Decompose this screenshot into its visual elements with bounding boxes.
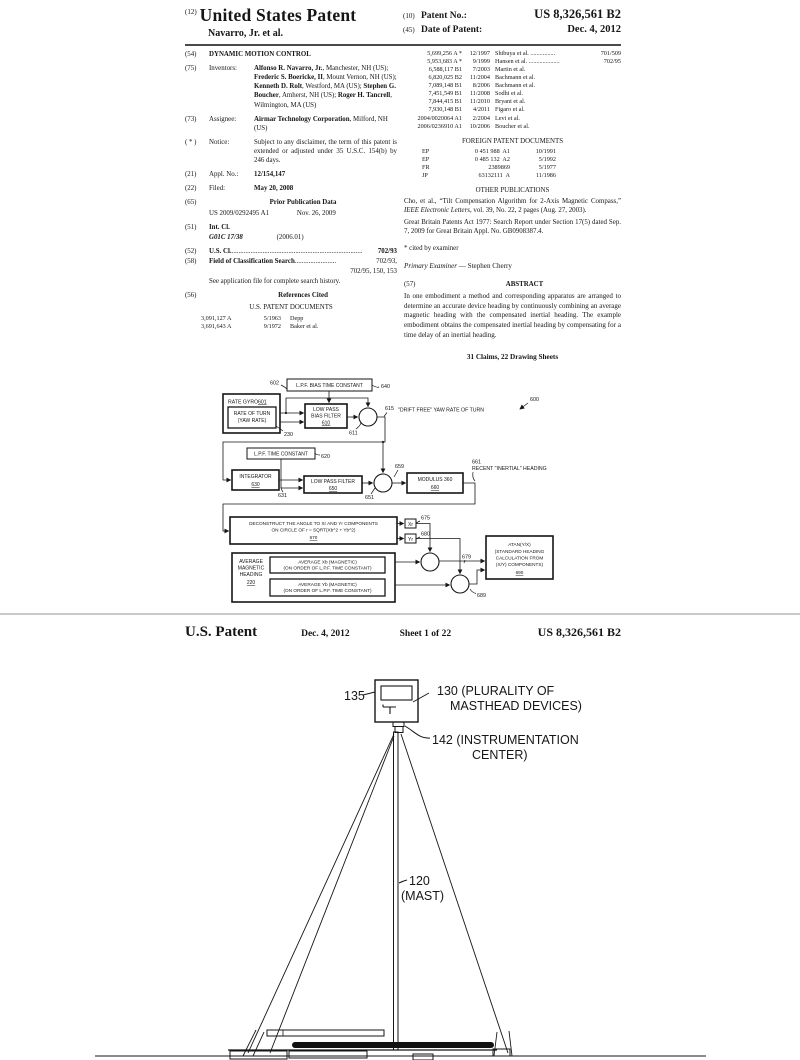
sheet-header-sheet-count: Sheet 1 of 22: [399, 629, 452, 639]
patent-no-label: Patent No.:: [421, 11, 467, 21]
table-row: [404, 74, 621, 82]
abstract-text: In one embodiment a method and corresponding apparatus are arranged to determine an accurate device heading by continuously combining an average magnetic heading with the compensated inertial heading. The example embodiment obtains the compensated inertial heading by compensating for a time delay of an inertial heading.: [404, 292, 621, 339]
callout-120-mast: (MAST): [401, 889, 445, 903]
fig6-summing-junction-1: [359, 408, 377, 426]
page-title: United States Patent: [199, 5, 357, 25]
svg-text:220: 220: [246, 580, 256, 586]
field-54-title: (54) DYNAMIC MOTION CONTROL: [185, 50, 397, 59]
table-cell: Figaro et al.: [495, 106, 525, 114]
fig6-box-low-pass-filter: [304, 476, 362, 493]
table-cell: Shibuya et al. ................: [495, 50, 556, 57]
table-row: [404, 123, 621, 131]
prior-publication-line: [185, 209, 397, 218]
svg-text:679: 679: [462, 554, 471, 561]
svg-text:L.P.F. TIME CONSTANT: L.P.F. TIME CONSTANT: [254, 451, 308, 458]
table-cell: 8/2006: [472, 82, 490, 90]
sheet-divider: [0, 613, 800, 615]
text-span: , Amherst, NH (US);: [278, 92, 338, 100]
svg-text:(YAW RATE): (YAW RATE): [237, 417, 267, 424]
svg-text:LOW PASS: LOW PASS: [313, 407, 339, 413]
table-cell: 12/1997: [469, 50, 490, 57]
text-span: , Wilmington, MA (US): [254, 92, 392, 109]
field-57-abstract: (57) ABSTRACT: [404, 281, 544, 288]
table-cell: 11/2004: [469, 74, 490, 82]
fig1-callouts: [344, 684, 582, 903]
patent-byline: Navarro, Jr. et al.: [208, 28, 283, 39]
svg-text:689: 689: [477, 593, 486, 599]
fig6-box-deconstruct-angle: [230, 517, 397, 544]
fig6-box-lpf-time-constant: [247, 448, 315, 459]
svg-text:615: 615: [385, 406, 394, 412]
svg-text:230: 230: [284, 432, 293, 438]
svg-text:690: 690: [515, 570, 524, 575]
table-row: [404, 148, 621, 156]
svg-text:660: 660: [430, 485, 440, 491]
field-22-filed: (22) Filed: May 20, 2008: [185, 184, 397, 193]
table-cell: 9/1999: [472, 58, 490, 66]
field-58-classification-search: (58) Field of Classification Search ........................ 702/93,: [185, 257, 397, 265]
table-row: [404, 58, 621, 66]
fig6-box-modulus-360: [407, 473, 463, 493]
field-51-intcl: (51) Int. Cl.: [185, 223, 230, 231]
svg-text:630: 630: [251, 482, 260, 488]
svg-text:AVERAGE Yb (MAGNETIC): AVERAGE Yb (MAGNETIC): [298, 581, 357, 587]
fig6-box-integrator: [232, 470, 279, 490]
application-number: 12/154,147: [254, 171, 286, 179]
table-cell: 10/2006: [469, 122, 490, 130]
text-span: Airmar Technology Corporation: [254, 115, 350, 123]
classification-continuation: 702/95, 150, 153: [350, 268, 397, 276]
table-cell: 11/2008: [469, 90, 490, 98]
svg-text:"DRIFT FREE" YAW RATE OF TURN: "DRIFT FREE" YAW RATE OF TURN: [398, 407, 485, 414]
table-cell: 11/2010: [469, 98, 490, 106]
callout-142-line1: 142 (INSTRUMENTATION: [432, 733, 579, 747]
svg-text:MAGNETIC: MAGNETIC: [237, 565, 265, 572]
table-cell: 10/1991: [535, 147, 556, 155]
table-cell: 2004/0020064 A1: [417, 114, 462, 122]
callout-130-line2: MASTHEAD DEVICES): [450, 699, 582, 713]
field-21-appl-no: (21) Appl. No.: 12/154,147: [185, 170, 397, 179]
text-span: , Milford, NH (US): [254, 115, 388, 132]
table-cell: 5,699,256 A *: [427, 50, 462, 57]
text-span: , Westford, MA (US);: [302, 83, 364, 91]
table-row: [404, 98, 621, 106]
table-row: [404, 172, 621, 180]
table-cell: EP: [422, 155, 430, 163]
text-span: Alfonso R. Navarro, Jr.: [254, 65, 323, 73]
svg-text:MODULUS 360: MODULUS 360: [417, 477, 453, 483]
table-cell: 7/2003: [472, 66, 490, 74]
table-cell: 701/509: [600, 50, 621, 57]
text-span: 702/93: [377, 247, 397, 255]
wind-vane-icon: [383, 705, 396, 715]
table-cell: 0 451 988 A1: [474, 147, 510, 155]
table-cell: 9/1972: [263, 322, 281, 330]
invention-title: DYNAMIC MOTION CONTROL: [209, 51, 311, 58]
svg-text:675: 675: [421, 515, 430, 522]
table-row: [185, 315, 397, 323]
svg-text:601: 601: [258, 399, 267, 406]
prior-pub-number: US 2009/0292495 A1: [209, 209, 270, 217]
svg-text:650: 650: [328, 486, 338, 492]
svg-text:(X/Y) COMPONENTS): (X/Y) COMPONENTS): [495, 562, 544, 567]
table-cell: Baker et al.: [290, 322, 319, 330]
table-cell: 2/2004: [472, 114, 490, 122]
table-cell: Boucher et al.: [495, 122, 530, 130]
table-cell: 0 485 132 A2: [474, 155, 510, 163]
table-cell: 6,820,025 B2: [428, 74, 462, 82]
date-of-patent: Dec. 4, 2012: [567, 23, 621, 35]
table-cell: FR: [422, 163, 430, 171]
table-cell: Levi et al.: [495, 114, 520, 122]
prior-pub-date: Nov. 26, 2009: [296, 209, 336, 217]
fig6-summing-junction-4: [451, 575, 469, 593]
field-75-inventors: (75) Inventors: Alfonso R. Navarro, Jr., Manchester, NH (US); Frederic S. Boericke, II, Mount Vernon, NH (US); Kenneth D. Rolt, Westford, MA (US); Stephen G. Boucher, Amherst, NH (US); Roger H. Tancrell, Wilmington, MA (US): [185, 65, 397, 109]
text-span: Stephen G. Boucher: [254, 83, 396, 100]
svg-text:ON CIRCLE OF r = SQRT(Xb^2 + Y: ON CIRCLE OF r = SQRT(Xb^2 + Yb^2): [271, 527, 356, 533]
callout-120: 120: [409, 874, 430, 888]
table-cell: Hansen et al. ....................: [495, 58, 560, 66]
table-cell: 3,091,127 A: [201, 314, 232, 322]
us-patent-documents-heading: U.S. PATENT DOCUMENTS: [249, 304, 333, 312]
svg-text:(STANDARD HEADING: (STANDARD HEADING: [494, 549, 545, 554]
svg-text:RATE OF TURN: RATE OF TURN: [233, 411, 271, 417]
boom: [267, 1030, 384, 1036]
assignee-value: [254, 115, 397, 133]
text-span: , Mount Vernon, NH (US);: [322, 74, 397, 82]
svg-text:680: 680: [421, 531, 430, 538]
svg-text:INTEGRATOR: INTEGRATOR: [239, 474, 272, 480]
front-page-right-column: [404, 50, 621, 363]
table-row: [185, 323, 397, 331]
sheet-header-us-patent: U.S. Patent: [185, 624, 258, 640]
foreign-documents-table: [404, 148, 621, 180]
patent-front-header: [185, 7, 621, 39]
svg-text:670: 670: [309, 535, 318, 540]
primary-examiner-line: [404, 262, 621, 271]
figure-1-sailboat: [0, 652, 800, 1060]
field-56-references: (56) References Cited: [185, 292, 328, 300]
intcl-year: (2006.01): [276, 233, 304, 241]
table-cell: JP: [422, 171, 428, 179]
text-span: Frederic S. Boericke, II: [254, 74, 323, 82]
svg-text:620: 620: [321, 454, 330, 460]
hull-and-deck: [95, 1030, 706, 1060]
table-cell: 5,953,683 A *: [427, 58, 462, 66]
cited-by-examiner: * cited by examiner: [404, 244, 459, 252]
masthead-assembly: [375, 680, 418, 733]
table-cell: 5/1992: [538, 155, 556, 163]
table-cell: 4/2011: [473, 106, 490, 114]
us-citations-table: [404, 50, 621, 131]
text-span: , vol. 39, No. 22, 2 pages (Aug. 27, 2003).: [469, 207, 587, 215]
table-cell: 3,691,643 A: [201, 322, 232, 330]
text-span: U.S. Cl.: [209, 247, 232, 255]
fig6-box-lpf-bias-time-constant: [287, 379, 372, 391]
us-references-table: [185, 315, 397, 331]
patent-number-block: [403, 7, 621, 39]
publication-1: [404, 197, 621, 215]
svg-text:RATE GYRO: RATE GYRO: [228, 399, 259, 406]
figure-6-block-diagram: [182, 374, 622, 610]
table-row: [404, 90, 621, 98]
table-cell: 2006/0236910 A1: [417, 122, 462, 130]
fig6-box-atan: [486, 536, 553, 579]
svg-text:611: 611: [349, 430, 358, 437]
text-span: ........................: [294, 257, 337, 265]
notice-text: Subject to any disclaimer, the term of this patent is extended or adjusted under 35 U.S.C. 154(b) by 246 days.: [254, 138, 397, 165]
svg-text:HEADING: HEADING: [239, 572, 263, 578]
table-cell: 63132111 A: [478, 171, 510, 179]
svg-text:659: 659: [395, 464, 404, 470]
text-span: Field of Classification Search: [209, 257, 295, 265]
table-cell: 7,089,148 B1: [428, 82, 462, 90]
table-cell: Bryant et al.: [495, 98, 526, 106]
filing-date: May 20, 2008: [254, 185, 294, 193]
publication-2: Great Britain Patents Act 1977: Search Report under Section 17(5) dated Sep. 7, 2009 for Great Britain Appl. No. GB0908387.4.: [404, 219, 621, 236]
svg-text:DECONSTRUCT THE ANGLE TO Xr AN: DECONSTRUCT THE ANGLE TO Xr AND Yr COMPONENTS: [249, 521, 378, 526]
svg-text:RECENT "INERTIAL" HEADING: RECENT "INERTIAL" HEADING: [472, 466, 547, 472]
text-span: Primary Examiner: [404, 261, 457, 270]
table-row: [404, 164, 621, 172]
table-cell: Sodhi et al.: [495, 90, 524, 98]
table-row: [404, 66, 621, 74]
table-row: [404, 106, 621, 114]
callout-130-line1: 130 (PLURALITY OF: [437, 684, 555, 698]
table-row: [404, 82, 621, 90]
svg-text:600: 600: [530, 397, 539, 403]
fig6-box-average-magnetic-heading: [232, 553, 395, 602]
field-number-45: (45): [403, 25, 415, 34]
field-52-uscl: (52) U.S. Cl. ............................................................................ 702/93: [185, 247, 397, 255]
svg-text:(ON ORDER OF L.P.F. TIME CONST: (ON ORDER OF L.P.F. TIME CONSTANT): [283, 565, 372, 571]
intcl-code-line: [185, 233, 397, 242]
date-of-patent-label: Date of Patent:: [421, 24, 483, 35]
svg-text:(ON ORDER OF L.P.F. TIME CONST: (ON ORDER OF L.P.F. TIME CONSTANT): [283, 587, 372, 593]
field-73-assignee: (73) Assignee: Airmar Technology Corporation, Milford, NH (US): [185, 115, 397, 133]
text-span: ............................................................................: [231, 247, 363, 255]
field-number-12: (12): [185, 8, 197, 16]
foreign-documents-heading: FOREIGN PATENT DOCUMENTS: [461, 137, 564, 145]
text-span: Kenneth D. Rolt: [254, 83, 303, 91]
svg-text:BIAS FILTER: BIAS FILTER: [311, 413, 341, 420]
svg-text:Xr: Xr: [408, 521, 413, 528]
svg-text:651: 651: [365, 495, 374, 501]
table-cell: 5/1963: [263, 314, 281, 322]
field-notice: ( * ) Notice: Subject to any disclaimer, the term of this patent is extended or adjusted under 35 U.S.C. 154(b) by 246 days.: [185, 138, 397, 165]
text-span: , Manchester, NH (US);: [322, 65, 389, 73]
fig6-box-low-pass-bias-filter: [305, 404, 347, 428]
table-cell: Bachmann et al.: [495, 82, 536, 90]
table-cell: 2389869: [488, 163, 510, 171]
svg-text:610: 610: [321, 420, 331, 427]
svg-text:AVERAGE Xb (MAGNETIC): AVERAGE Xb (MAGNETIC): [298, 559, 357, 565]
svg-text:ATAN(Y/X): ATAN(Y/X): [508, 542, 531, 547]
field-65-heading: (65) Prior Publication Data: [185, 199, 337, 207]
header-rule: [185, 44, 621, 46]
table-cell: Martin et al.: [495, 66, 526, 74]
text-span: Cho, et al., “Tilt Compensation Algorithm for 2-Axis Magnetic Compass,”: [404, 198, 621, 206]
svg-text:LOW PASS FILTER: LOW PASS FILTER: [311, 479, 355, 485]
text-span: 702/93,: [376, 257, 397, 265]
patent-title-block: [185, 7, 356, 39]
table-cell: 5/1977: [538, 163, 556, 171]
svg-text:AVERAGE: AVERAGE: [239, 559, 263, 565]
text-span: IEEE Electronic Letters: [404, 207, 470, 215]
coach-roof-bar: [292, 1042, 494, 1048]
svg-text:661: 661: [472, 459, 481, 466]
text-span: Roger H. Tancrell: [337, 92, 391, 100]
text-span: — Stephen Cherry: [457, 261, 512, 270]
table-row: [404, 156, 621, 164]
table-cell: 11/1986: [535, 171, 556, 179]
mast: [394, 732, 399, 1050]
table-cell: Bachmann et al.: [495, 74, 536, 82]
claims-drawing-sheets-line: 31 Claims, 22 Drawing Sheets: [466, 353, 559, 362]
fig6-box-yr: [405, 534, 416, 543]
patent-number: US 8,326,561 B2: [534, 7, 621, 21]
table-cell: EP: [422, 147, 430, 155]
masthead-sensor-hatched: [381, 686, 412, 700]
table-cell: 6,588,117 B1: [428, 66, 462, 74]
callout-142-line2: CENTER): [472, 748, 528, 762]
callout-135: 135: [344, 689, 365, 703]
front-page-left-column: [185, 50, 397, 331]
search-history-note: See application file for complete search history.: [209, 278, 341, 286]
bow-pulpit: [243, 1030, 256, 1056]
stern-rail: [494, 1032, 497, 1056]
svg-text:L.P.F. BIAS TIME CONSTANT: L.P.F. BIAS TIME CONSTANT: [296, 383, 363, 390]
fig6-summing-junction-2: [374, 474, 392, 492]
table-cell: 702/95: [603, 58, 621, 66]
svg-text:CALCULATION FROM: CALCULATION FROM: [495, 555, 544, 561]
field-number-10: (10): [403, 12, 415, 20]
svg-text:631: 631: [278, 493, 287, 499]
other-publications-heading: OTHER PUBLICATIONS: [475, 186, 550, 194]
svg-text:640: 640: [381, 384, 390, 390]
intcl-code: G01C 17/38: [209, 233, 243, 241]
table-cell: 7,844,415 B1: [428, 98, 462, 106]
table-cell: 7,930,148 B1: [428, 106, 462, 114]
sheet-header: [185, 624, 621, 641]
fig6-summing-junction-3: [421, 553, 439, 571]
table-cell: 7,451,549 B1: [428, 90, 462, 98]
inventors-value: [254, 64, 397, 110]
svg-text:Yr: Yr: [408, 536, 413, 543]
table-row: [404, 115, 621, 123]
rigging: [248, 732, 508, 1053]
sheet-header-patent-number: US 8,326,561 B2: [537, 625, 621, 639]
sheet-header-date: Dec. 4, 2012: [301, 629, 350, 639]
svg-text:602: 602: [270, 380, 279, 387]
fig6-box-xr: [405, 519, 416, 528]
table-row: [404, 50, 621, 58]
fig6-box-rate-gyro: [223, 394, 280, 433]
table-cell: Depp: [290, 314, 304, 322]
